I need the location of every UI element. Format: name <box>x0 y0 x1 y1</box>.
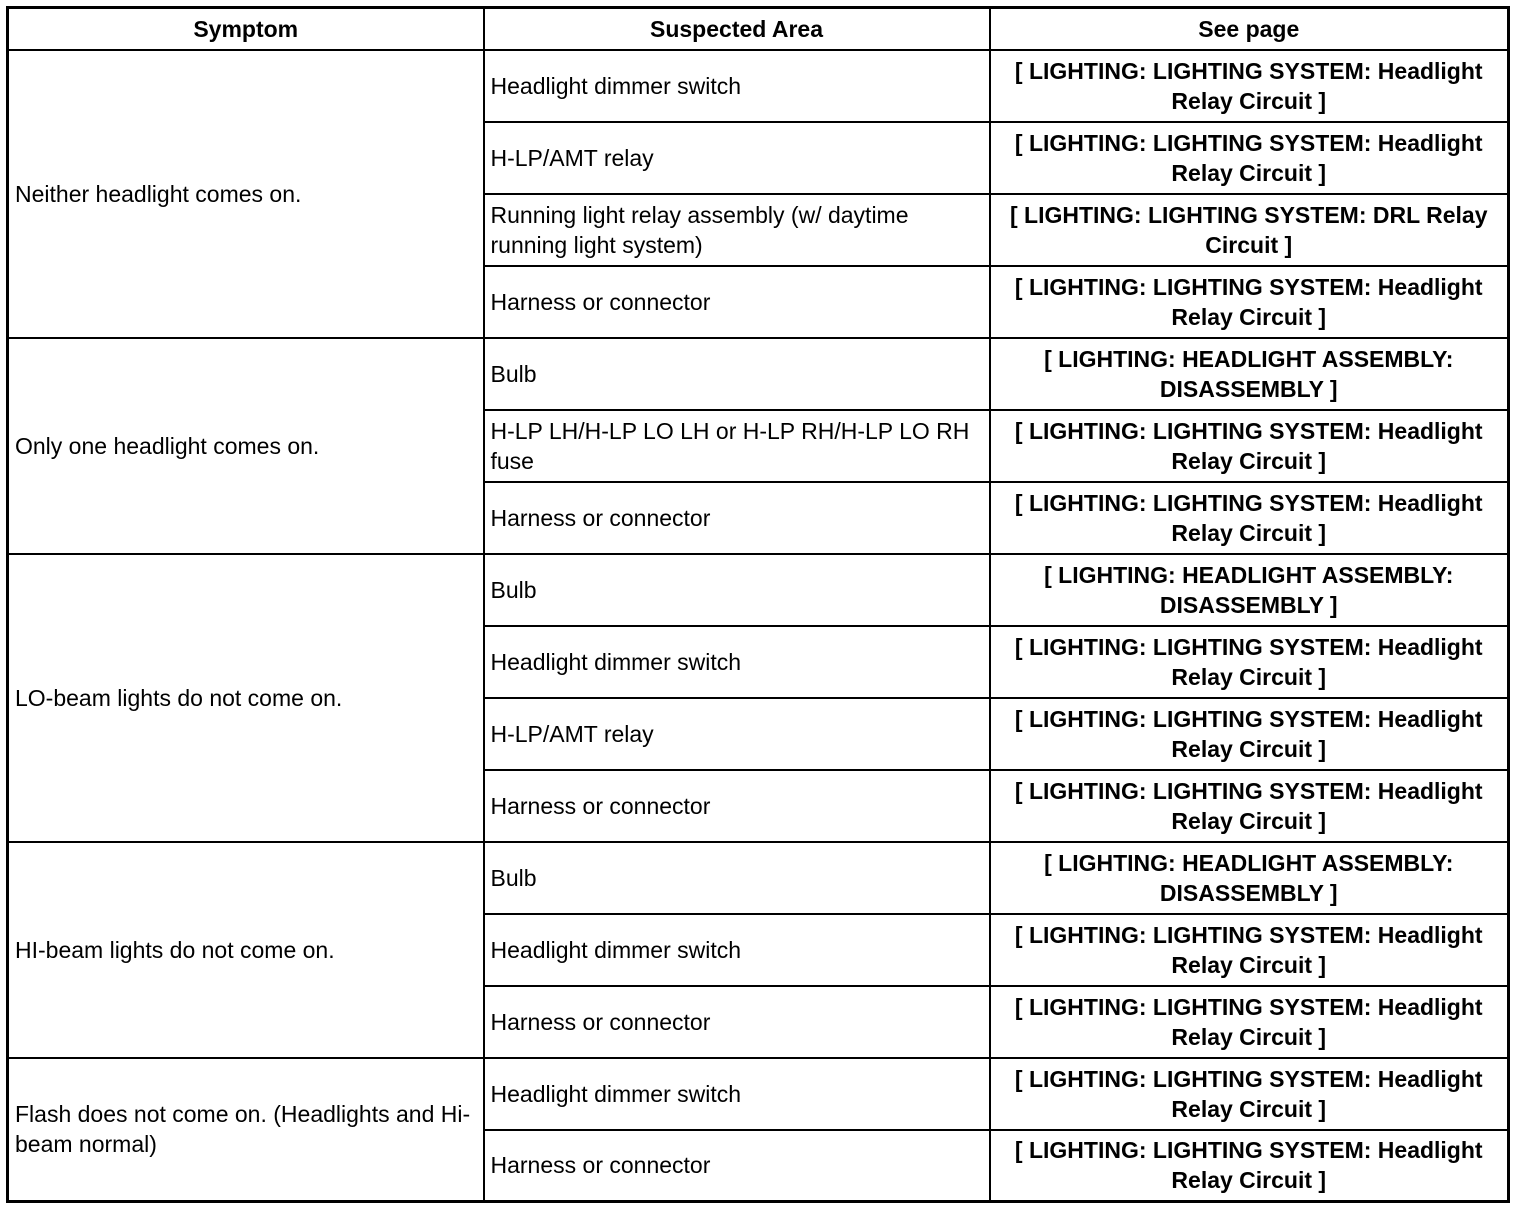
symptom-cell: Only one headlight comes on. <box>8 338 484 554</box>
suspected-area-cell: Bulb <box>484 338 990 410</box>
symptom-cell: Neither headlight comes on. <box>8 50 484 338</box>
suspected-area-cell: Bulb <box>484 842 990 914</box>
header-symptom: Symptom <box>8 8 484 50</box>
header-see-page: See page <box>990 8 1509 50</box>
suspected-area-cell: H-LP/AMT relay <box>484 698 990 770</box>
see-page-link[interactable]: [ LIGHTING: HEADLIGHT ASSEMBLY: DISASSEMBLY ] <box>990 554 1509 626</box>
problem-symptoms-table <box>6 6 1510 1203</box>
see-page-link[interactable]: [ LIGHTING: LIGHTING SYSTEM: Headlight Relay Circuit ] <box>990 1058 1509 1130</box>
see-page-link[interactable]: [ LIGHTING: LIGHTING SYSTEM: Headlight Relay Circuit ] <box>990 986 1509 1058</box>
suspected-area-cell: Harness or connector <box>484 266 990 338</box>
table-row <box>8 338 1509 410</box>
see-page-link[interactable]: [ LIGHTING: LIGHTING SYSTEM: Headlight Relay Circuit ] <box>990 698 1509 770</box>
see-page-link[interactable]: [ LIGHTING: LIGHTING SYSTEM: Headlight Relay Circuit ] <box>990 914 1509 986</box>
header-suspected-area: Suspected Area <box>484 8 990 50</box>
suspected-area-cell: Running light relay assembly (w/ daytime running light system) <box>484 194 990 266</box>
table-row <box>8 1058 1509 1130</box>
table-row <box>8 842 1509 914</box>
see-page-link[interactable]: [ LIGHTING: LIGHTING SYSTEM: Headlight Relay Circuit ] <box>990 122 1509 194</box>
suspected-area-cell: Harness or connector <box>484 770 990 842</box>
see-page-link[interactable]: [ LIGHTING: LIGHTING SYSTEM: Headlight Relay Circuit ] <box>990 50 1509 122</box>
see-page-link[interactable]: [ LIGHTING: LIGHTING SYSTEM: Headlight Relay Circuit ] <box>990 410 1509 482</box>
suspected-area-cell: H-LP LH/H-LP LO LH or H-LP RH/H-LP LO RH fuse <box>484 410 990 482</box>
suspected-area-cell: Headlight dimmer switch <box>484 50 990 122</box>
see-page-link[interactable]: [ LIGHTING: LIGHTING SYSTEM: Headlight Relay Circuit ] <box>990 1130 1509 1202</box>
see-page-link[interactable]: [ LIGHTING: HEADLIGHT ASSEMBLY: DISASSEMBLY ] <box>990 842 1509 914</box>
symptom-cell: LO-beam lights do not come on. <box>8 554 484 842</box>
see-page-link[interactable]: [ LIGHTING: LIGHTING SYSTEM: DRL Relay Circuit ] <box>990 194 1509 266</box>
see-page-link[interactable]: [ LIGHTING: LIGHTING SYSTEM: Headlight Relay Circuit ] <box>990 626 1509 698</box>
see-page-link[interactable]: [ LIGHTING: HEADLIGHT ASSEMBLY: DISASSEMBLY ] <box>990 338 1509 410</box>
suspected-area-cell: Headlight dimmer switch <box>484 914 990 986</box>
suspected-area-cell: Bulb <box>484 554 990 626</box>
suspected-area-cell: Headlight dimmer switch <box>484 626 990 698</box>
suspected-area-cell: Harness or connector <box>484 1130 990 1202</box>
symptom-cell: Flash does not come on. (Headlights and Hi-beam normal) <box>8 1058 484 1202</box>
see-page-link[interactable]: [ LIGHTING: LIGHTING SYSTEM: Headlight Relay Circuit ] <box>990 266 1509 338</box>
table-row <box>8 50 1509 122</box>
suspected-area-cell: H-LP/AMT relay <box>484 122 990 194</box>
symptom-cell: HI-beam lights do not come on. <box>8 842 484 1058</box>
table-row <box>8 554 1509 626</box>
suspected-area-cell: Harness or connector <box>484 482 990 554</box>
see-page-link[interactable]: [ LIGHTING: LIGHTING SYSTEM: Headlight Relay Circuit ] <box>990 770 1509 842</box>
suspected-area-cell: Headlight dimmer switch <box>484 1058 990 1130</box>
suspected-area-cell: Harness or connector <box>484 986 990 1058</box>
header-row <box>8 8 1509 50</box>
see-page-link[interactable]: [ LIGHTING: LIGHTING SYSTEM: Headlight Relay Circuit ] <box>990 482 1509 554</box>
